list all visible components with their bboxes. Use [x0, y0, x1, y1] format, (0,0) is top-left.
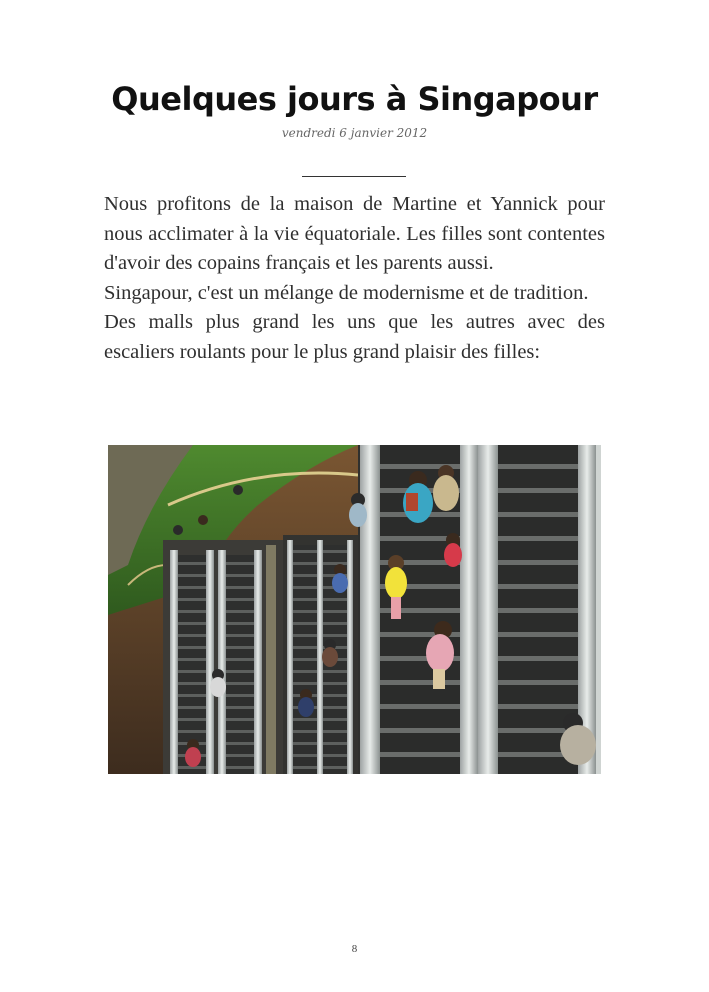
- paragraph-malls: Des malls plus grand les uns que les autres avec des escaliers roulants pour le plus grand plaisir des filles:: [104, 311, 605, 363]
- title-separator: [302, 176, 406, 177]
- escalator-photo-illustration: [108, 445, 601, 774]
- paragraph-singapore: Singapour, c'est un mélange de modernisme et de tradition.: [104, 281, 589, 304]
- page-title: Quelques jours à Singapour: [111, 80, 598, 118]
- paragraph-intro: Nous profitons de la maison de Martine et Yannick pour nous acclimater à la vie équatoriale. Les filles sont contentes d'avoir des copains français et les parents aussi.: [104, 193, 605, 275]
- escalator-photo: [108, 445, 601, 774]
- post-date: vendredi 6 janvier 2012: [281, 126, 428, 140]
- article-body: [104, 190, 605, 368]
- page-number: 8: [351, 943, 358, 955]
